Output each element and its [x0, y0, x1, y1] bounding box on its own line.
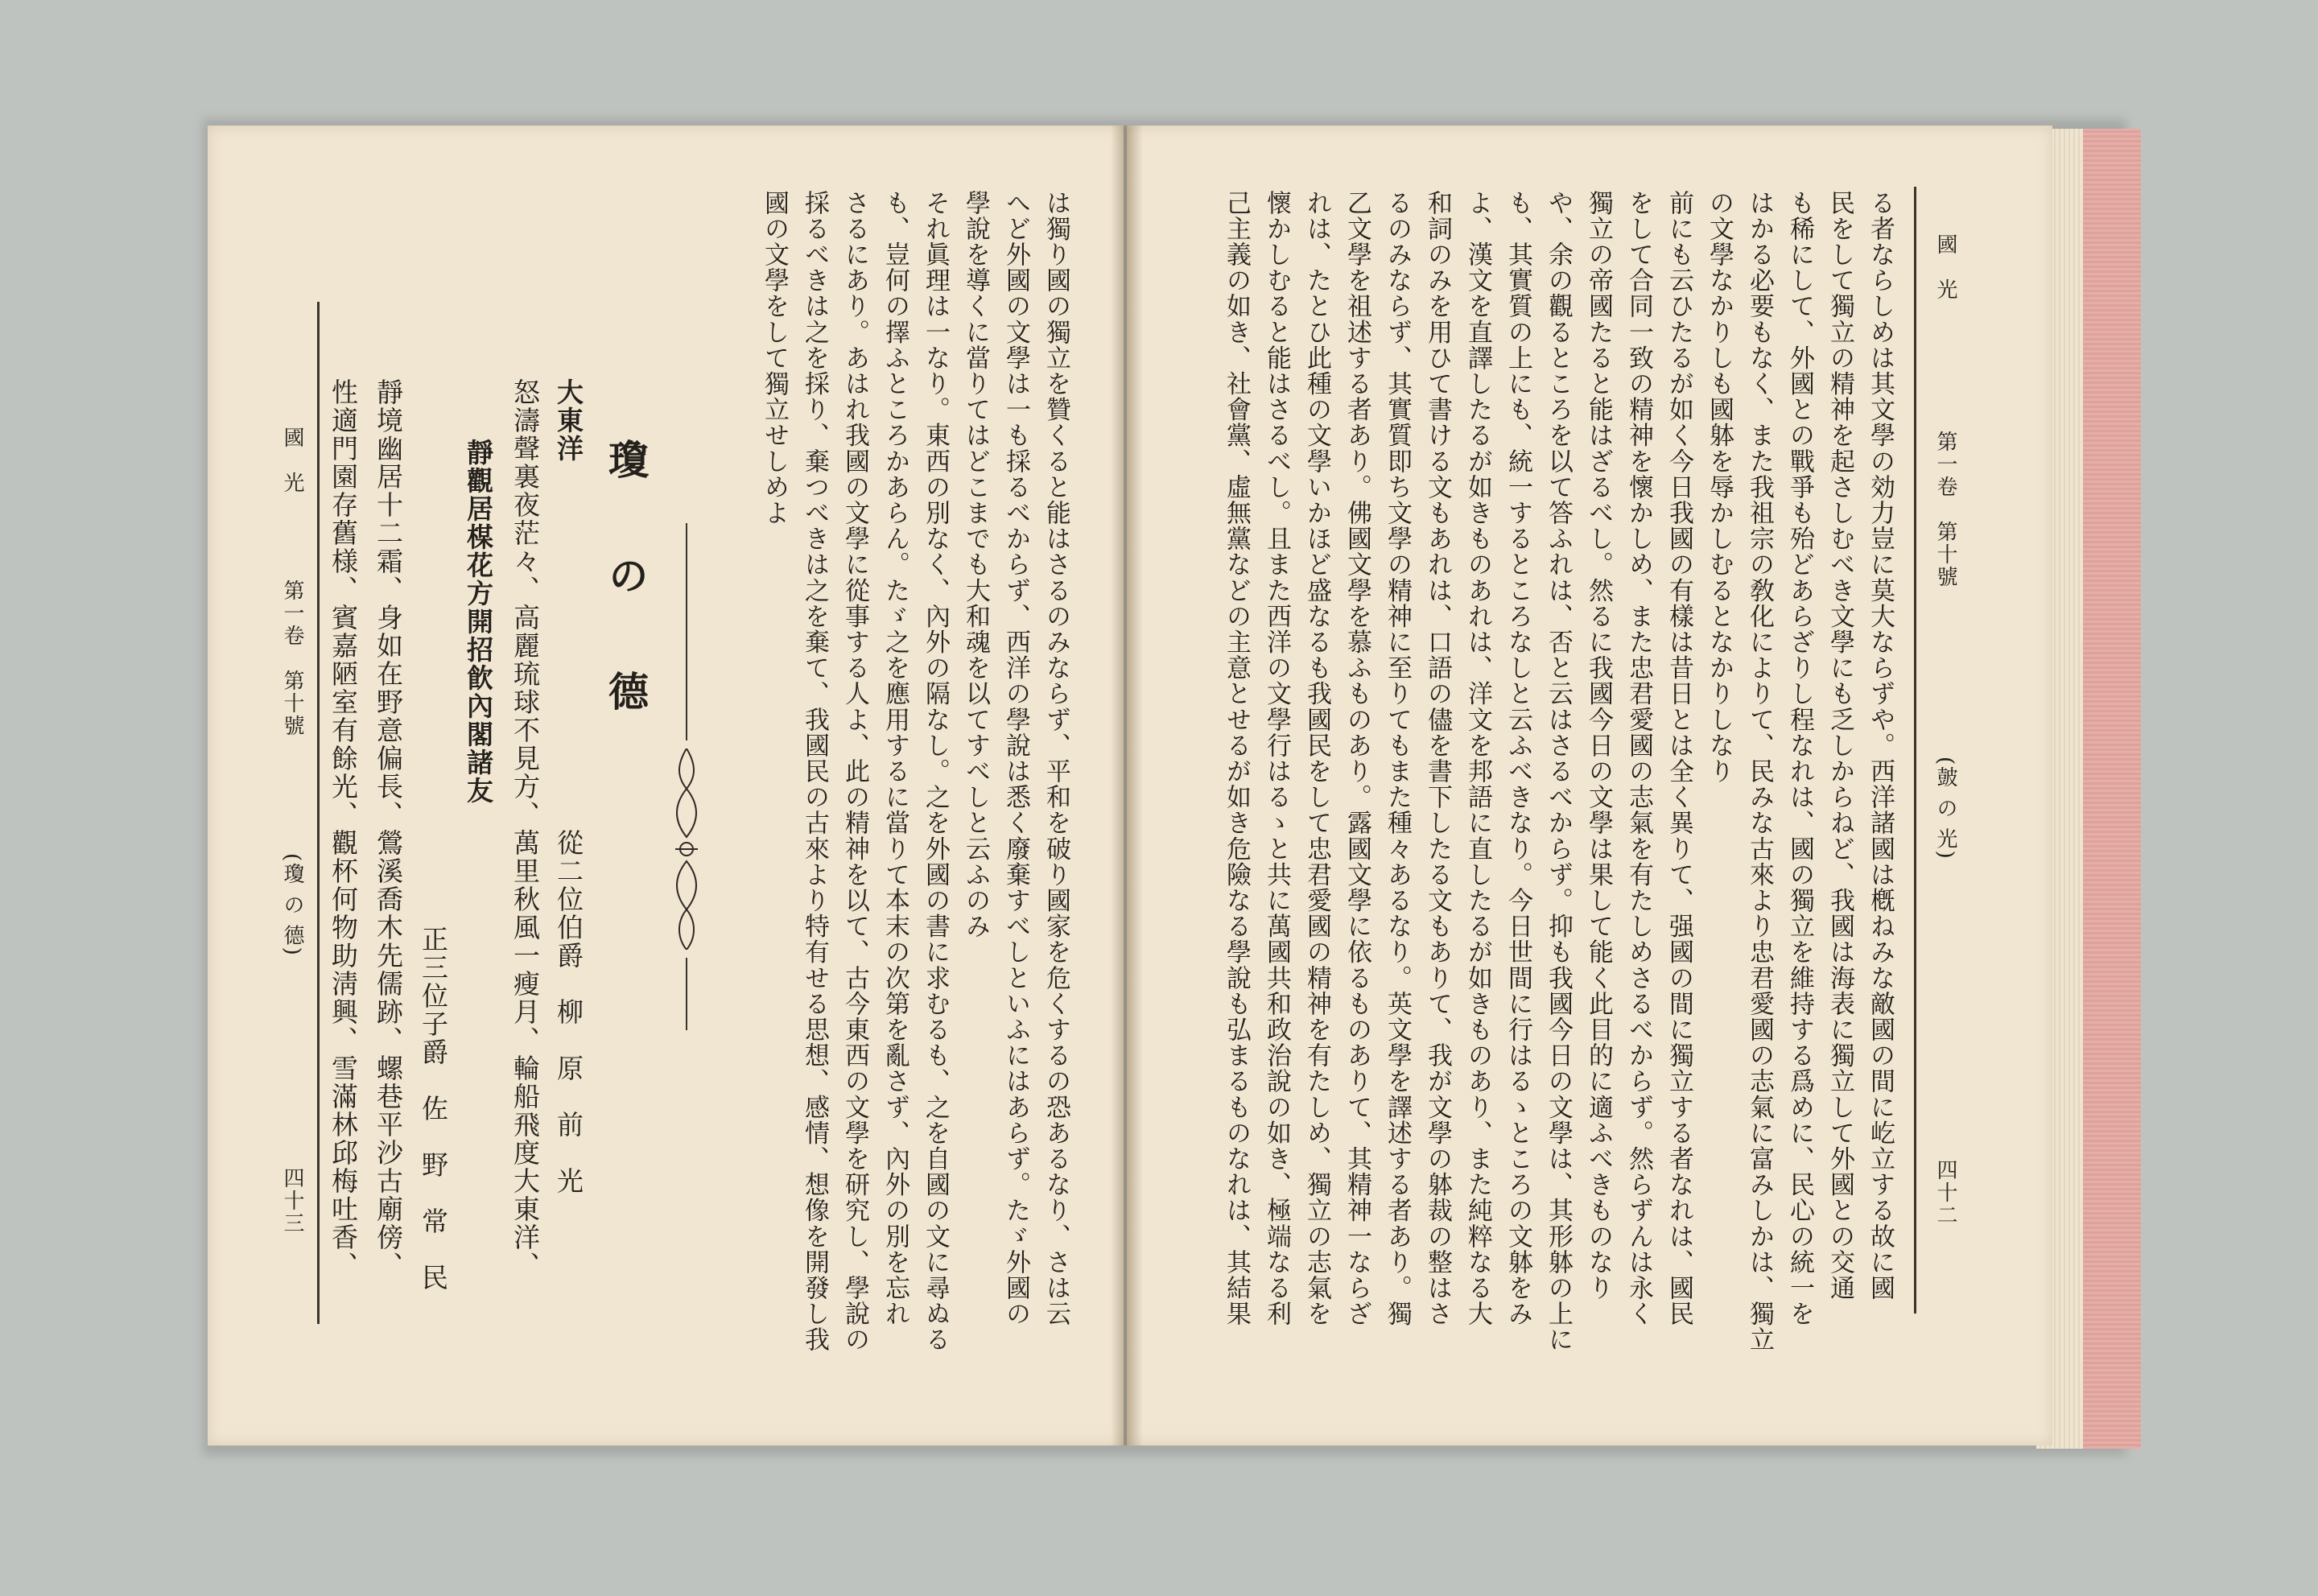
- right-body-line: も、其實質の上にも、統一するところなしと云ふべきなり。今日世間に行はるゝところの文躰をみ: [1503, 190, 1532, 1327]
- right-body-line: 己主義の如き、社會黨、虛無黨などの主意とせるが如き危險なる學說も弘まるものなれは、其結果: [1222, 190, 1251, 1327]
- left-body-line: へど外國の文學は一も採るべからず、西洋の學說は悉く廢棄すべしといふにはあらず。たゞ外國の: [1001, 190, 1030, 1327]
- divider-rule-bottom: [686, 958, 687, 1030]
- right-page-number: 四十二: [1933, 1159, 1957, 1227]
- right-body-line: 懷かしむると能はさるべし。且また西洋の文學行はるゝと共に萬國共和政治說の如き、極端なる利: [1262, 190, 1291, 1327]
- right-body-line: るのみならず、其實質即ち文學の精神に至りてもまた種々あるなり。英文學を譯述する者あり。獨: [1383, 190, 1412, 1327]
- poem-author: 正三位子爵 佐 野 常 民: [418, 926, 449, 1292]
- left-page-number: 四十三: [280, 1167, 304, 1235]
- right-body-line: はかる必要もなく、また我祖宗の敎化によりて、民みな古來より忠君愛國の志氣に富みしかは、獨立: [1745, 190, 1774, 1353]
- left-header-journal: 國 光: [280, 427, 304, 494]
- left-body-line: は獨り國の獨立を贊くると能はさるのみならず、平和を破り國家を危くするの恐あるなり、さは云: [1041, 190, 1070, 1327]
- right-body-line: の文學なかりしも國躰を辱かしむるとなかりしなり: [1705, 190, 1734, 785]
- right-body-line: も稀にして、外國との戰爭も殆どあらざりし程なれは、國の獨立を維持する爲めに、民心の統一を: [1785, 190, 1814, 1327]
- poem-line: 性適門園存舊様、賓嘉陋室有餘光、觀杯何物助淸興、雪滿林邱梅吐香、: [328, 378, 359, 1280]
- right-body-line: 民をして獨立の精神を起さしむべき文學にも乏しからねど、我國は海表に獨立して外國との交通: [1825, 190, 1854, 1301]
- right-body-line: る者ならしめは其文學の効力豈に莫大ならずや。西洋諸國は槪ねみな敵國の間に屹立する故に國: [1866, 190, 1895, 1301]
- right-body-line: よ、漢文を直譯したるが如きものあれは、洋文を邦語に直したるが如きものあり、また純粹なる大: [1463, 190, 1492, 1327]
- right-body-line: 和詞のみを用ひて書ける文もあれは、口語の儘を書下したる文もありて、我が文學の躰裁の整はさ: [1423, 190, 1452, 1327]
- poem-author: 從二位伯爵 柳 原 前 光: [553, 829, 584, 1195]
- left-body-line: 採るべきは之を採り、棄つべきは之を棄て、我國民の古來より特有せる思想、感情、想像を開發し我: [800, 190, 829, 1353]
- poem-line: 怒濤聲裏夜茫々、高麗琉球不見方、萬里秋風一瘦月、輪船飛度大東洋、: [509, 378, 541, 1280]
- right-header-journal: 國 光: [1933, 233, 1957, 301]
- poem-title: 靜觀居楳花方開招飮內閣諸友: [463, 439, 494, 805]
- left-body-line: も、豈何の擇ふところかあらん。たゞ之を應用するに當りて本末の次第を亂さず、內外の別を忘れ: [881, 190, 909, 1327]
- right-body-line: れは、たとひ此種の文學いかほど盛なるも我國民をして忠君愛國の精神を有たしめ、獨立の志氣を: [1302, 190, 1331, 1327]
- right-body-line: 前にも云ひたるが如く今日我國の有樣は昔日とは全く異りて、强國の間に獨立する者なれは、國民: [1664, 190, 1693, 1327]
- right-body-line: 乙文學を祖述する者あり。佛國文學を慕ふものあり。露國文學に依るものありて、其精神一ならざ: [1343, 190, 1371, 1327]
- left-body-line: 國の文學をして獨立せしめよ: [760, 190, 789, 526]
- poem-line: 靜境幽居十二霜、身如在野意偏長、鶯溪喬木先儒跡、螺巷平沙古廟傍、: [373, 378, 404, 1280]
- left-header-volume: 第一卷 第十號: [280, 579, 304, 737]
- left-body-line: 學說を導くに當りてはどこまでも大和魂を以てすべしと云ふのみ: [961, 190, 990, 939]
- right-body-line: をして合同一致の精神を懷かしめ、また忠君愛國の志氣を有たしめさるべからず。然らずんは永く: [1624, 190, 1653, 1327]
- right-header-volume: 第一卷 第十號: [1933, 431, 1957, 588]
- book-gutter: [1111, 126, 1143, 1445]
- left-header-article: (瓊 の 德): [280, 853, 304, 957]
- right-header-rule: [1914, 187, 1916, 1314]
- right-body-line: 獨立の帝國たると能はざるべし。然るに我國今日の文學は果して能く此目的に適ふべきものなり: [1584, 190, 1613, 1301]
- divider-rule-top: [686, 523, 687, 740]
- article-title: 瓊 の 德: [602, 439, 650, 728]
- left-header-rule: [317, 302, 320, 1324]
- poem-title: 大東洋: [553, 378, 584, 463]
- book-cover-edge: [2083, 129, 2141, 1449]
- right-body-line: や、余の觀るところを以て答ふれは、否と云はさるべからず。抑も我國今日の文學は、其形躰の上に: [1544, 190, 1573, 1353]
- left-body-line: さるにあり。あはれ我國の文學に從事する人よ、此の精神を以て、古今東西の文學を研究し、學說の: [840, 190, 869, 1353]
- left-body-line: それ眞理は一なり。東西の別なく、內外の隔なし。之を外國の書に求むるも、之を自國の文に尋ぬる: [921, 190, 950, 1353]
- ornament-icon: [672, 749, 701, 950]
- right-header-article: (皷 の 光): [1933, 757, 1957, 860]
